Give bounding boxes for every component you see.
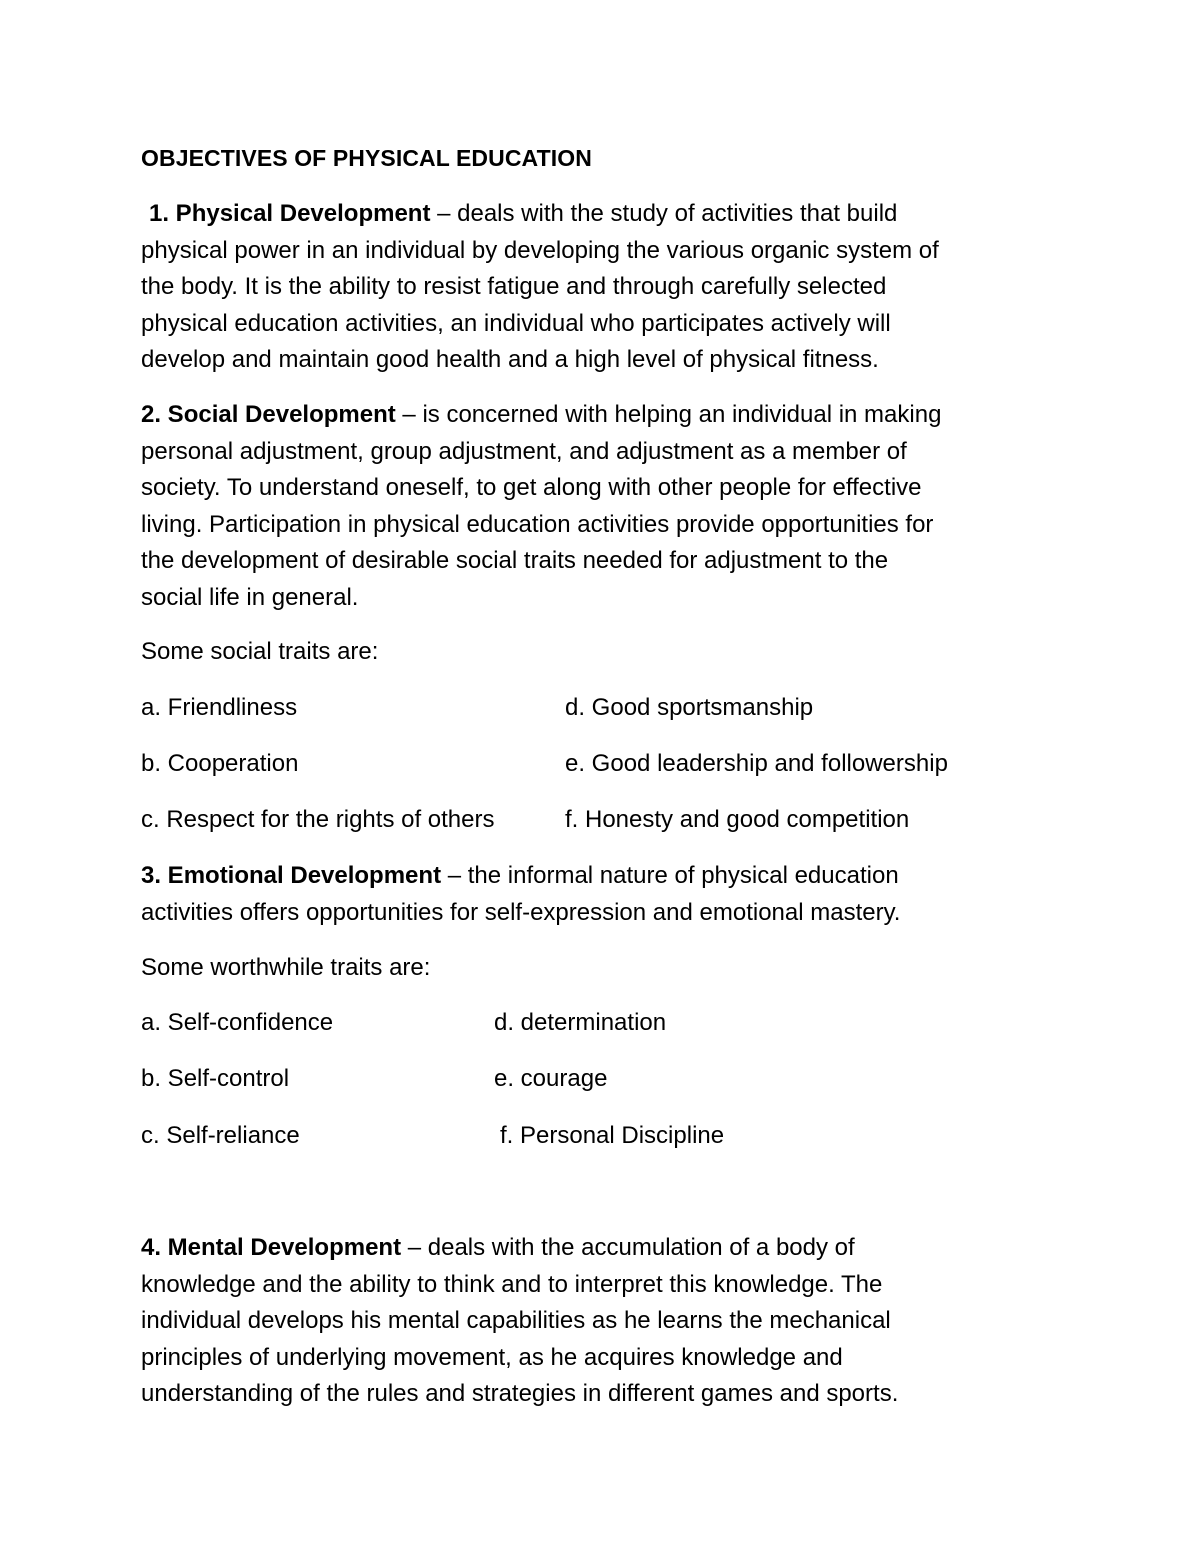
section-text-line: physical power in an individual by developing the various organic system of: [141, 236, 939, 264]
section-text-line: – deals with the accumulation of a body of: [401, 1234, 855, 1261]
section-first-line: [141, 858, 1071, 895]
section-physical-development: [149, 196, 1079, 233]
section-text-line: individual develops his mental capabilities as he learns the mechanical: [141, 1307, 891, 1334]
document-title: OBJECTIVES OF PHYSICAL EDUCATION: [141, 145, 592, 171]
trait-item: a. Self-confidence: [141, 1009, 334, 1036]
section-first-line: [141, 397, 1071, 434]
trait-item: e. Good leadership and followership: [565, 750, 948, 777]
section-text-line: personal adjustment, group adjustment, and adjustment as a member of: [141, 437, 907, 465]
section-text-line: society. To understand oneself, to get along with other people for effective: [141, 474, 922, 501]
trait-item: d. Good sportsmanship: [565, 694, 814, 721]
section-text-line: understanding of the rules and strategies in different games and sports.: [141, 1380, 899, 1407]
trait-item: f. Personal Discipline: [500, 1122, 725, 1149]
traits-intro: Some worthwhile traits are:: [141, 954, 431, 981]
section-text-line: activities offers opportunities for self-expression and emotional mastery.: [141, 898, 901, 926]
trait-item: f. Honesty and good competition: [565, 806, 910, 833]
trait-item: c. Self-reliance: [141, 1122, 300, 1149]
section-heading: 3. Emotional Development: [141, 862, 442, 889]
trait-item: a. Friendliness: [141, 694, 298, 721]
section-text-line: – is concerned with helping an individual in making: [395, 401, 942, 428]
trait-item: d. determination: [494, 1009, 667, 1036]
section-text-line: living. Participation in physical education activities provide opportunities for: [141, 510, 934, 538]
section-heading: 4. Mental Development: [141, 1234, 402, 1261]
section-text-line: develop and maintain good health and a high level of physical fitness.: [141, 346, 879, 373]
section-heading: 2. Social Development: [141, 401, 396, 428]
trait-item: e. courage: [494, 1065, 608, 1092]
trait-item: b. Self-control: [141, 1065, 290, 1092]
section-social-development: [141, 397, 1071, 616]
section-text-line: knowledge and the ability to think and to interpret this knowledge. The: [141, 1270, 883, 1298]
traits-intro: Some social traits are:: [141, 638, 379, 665]
section-text-line: – deals with the study of activities that build: [430, 200, 898, 227]
section-heading: 1. Physical Development: [149, 200, 431, 227]
trait-item: b. Cooperation: [141, 750, 299, 777]
section-emotional-development: [141, 858, 1071, 931]
section-text-line: principles of underlying movement, as he acquires knowledge and: [141, 1343, 843, 1371]
section-text-line: the body. It is the ability to resist fatigue and through carefully selected: [141, 273, 887, 300]
section-physical-development-body: [141, 233, 1071, 379]
section-first-line: [149, 196, 1079, 233]
trait-item: c. Respect for the rights of others: [141, 806, 495, 833]
section-first-line: [141, 1230, 1071, 1267]
section-mental-development: [141, 1230, 1071, 1413]
section-text-line: the development of desirable social traits needed for adjustment to the: [141, 547, 889, 574]
section-text-line: – the informal nature of physical education: [441, 862, 899, 889]
section-text-line: physical education activities, an individual who participates actively will: [141, 309, 891, 337]
section-text-line: social life in general.: [141, 583, 359, 611]
